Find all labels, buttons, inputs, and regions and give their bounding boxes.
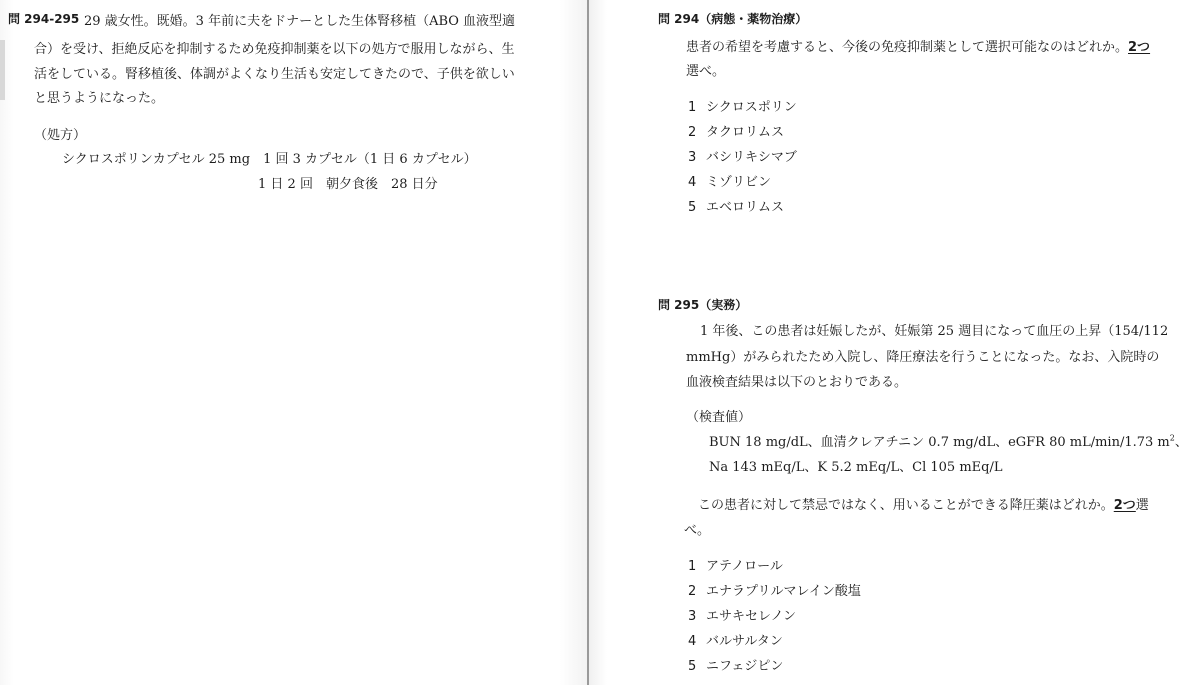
q295-choice-1[interactable]: [688, 555, 783, 574]
q295-choice-2[interactable]: [688, 580, 861, 599]
q295-question-line-1: [698, 494, 1149, 513]
case-line-4: と思うようになった。: [34, 91, 165, 106]
q294-choice-5[interactable]: [688, 196, 784, 215]
lab-values-1: BUN 18 mg/dL、血清クレアチニン 0.7 mg/dL、eGFR 80 mL/min/1.73 m: [709, 435, 1170, 450]
q294-text-main: 患者の希望を考慮すると、今後の免疫抑制薬として選択可能なのはどれか。: [686, 40, 1129, 55]
q294-emphasis: 2つ: [1128, 40, 1151, 55]
right-page: [589, 0, 1200, 685]
q294-choice-3[interactable]: [688, 146, 797, 165]
q295-choice-3[interactable]: [688, 605, 796, 624]
choice-label: シクロスポリン: [706, 100, 797, 115]
q294-choice-1[interactable]: [688, 96, 797, 115]
q295-choice-4[interactable]: [688, 630, 783, 649]
choice-number: 2: [688, 584, 697, 599]
question-number: 問 294-295: [8, 12, 80, 26]
q295-question-main: この患者に対して禁忌ではなく、用いることができる降圧薬はどれか。: [698, 498, 1114, 513]
page-gutter: [587, 0, 589, 685]
q295-choice-5[interactable]: [688, 655, 783, 674]
lab-line-2: Na 143 mEq/L、K 5.2 mEq/L、Cl 105 mEq/L: [709, 460, 1003, 475]
choice-number: 3: [688, 150, 697, 165]
q295-question-line-2: べ。: [684, 523, 711, 538]
lab-superscript: 2: [1169, 433, 1175, 443]
prescription-line-1: シクロスポリンカプセル 25 mg 1 回 3 カプセル（1 日 6 カプセル）: [62, 152, 477, 167]
choice-label: ニフェジピン: [706, 659, 784, 674]
page-edge-shadow: [0, 40, 5, 100]
prescription-label: （処方）: [34, 128, 87, 143]
choice-label: エベロリムス: [706, 200, 785, 215]
choice-number: 5: [688, 200, 697, 215]
q295-question-tail: 選: [1135, 498, 1149, 513]
lab-line-1: [709, 431, 1188, 450]
prescription-line-2: 1 日 2 回 朝夕食後 28 日分: [258, 177, 438, 192]
choice-number: 3: [688, 609, 697, 624]
choice-number: 1: [688, 559, 697, 574]
q294-choice-4[interactable]: [688, 171, 771, 190]
q295-header: 問 295（実務）: [658, 298, 748, 312]
choice-number: 1: [688, 100, 697, 115]
q295-text-line-2: mmHg）がみられたため入院し、降圧療法を行うことになった。なお、入院時の: [686, 350, 1160, 365]
lab-values-1-tail: 、: [1174, 435, 1188, 450]
case-line-3: 活をしている。腎移植後、体調がよくなり生活も安定してきたので、子供を欲しい: [34, 67, 515, 82]
q294-text-line-2: 選べ。: [686, 64, 726, 79]
q294-choice-2[interactable]: [688, 121, 784, 140]
case-line-2: 合）を受け、拒絶反応を抑制するため免疫抑制薬を以下の処方で服用しながら、生: [34, 42, 515, 57]
choice-label: バルサルタン: [706, 634, 783, 649]
q295-emphasis: 2つ: [1113, 498, 1136, 513]
choice-label: アテノロール: [706, 559, 783, 574]
choice-number: 4: [688, 175, 697, 190]
q295-text-line-1: 1 年後、この患者は妊娠したが、妊娠第 25 週目になって血圧の上昇（154/112: [700, 324, 1169, 339]
q294-text-line-1: [686, 36, 1150, 55]
lab-label: （検査値）: [686, 410, 752, 425]
choice-number: 4: [688, 634, 697, 649]
choice-label: バシリキシマブ: [706, 150, 797, 165]
q295-text-line-3: 血液検査結果は以下のとおりである。: [686, 375, 908, 390]
choice-label: エサキセレノン: [706, 609, 796, 624]
choice-label: エナラプリルマレイン酸塩: [706, 584, 861, 599]
choice-number: 2: [688, 125, 697, 140]
choice-label: ミゾリビン: [706, 175, 772, 190]
case-line-1: 29 歳女性。既婚。3 年前に夫をドナーとした生体腎移植（ABO 血液型適: [84, 14, 516, 29]
choice-label: タクロリムス: [706, 125, 785, 140]
q294-header: 問 294（病態・薬物治療）: [658, 12, 808, 26]
choice-number: 5: [688, 659, 697, 674]
